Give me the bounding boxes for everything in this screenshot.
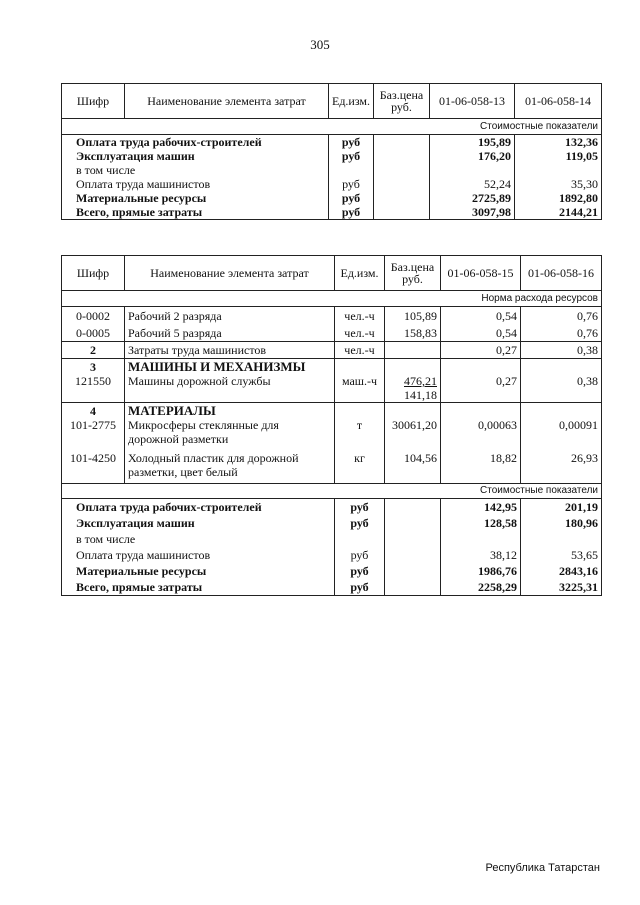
row-unit <box>335 531 385 547</box>
header-code: Шифр <box>62 84 125 119</box>
row-name: Холодный пластик для дорожной разметки, цвет белый <box>125 446 335 484</box>
row-name: в том числе <box>62 531 335 547</box>
table-row <box>62 563 602 579</box>
table-row <box>62 446 602 484</box>
header-code: Шифр <box>62 256 125 291</box>
section-label: Стоимостные показатели <box>62 119 602 135</box>
row-unit: руб <box>329 149 374 163</box>
row-value-2 <box>521 531 602 547</box>
section-code: 4 <box>62 403 125 419</box>
row-value-1: 38,12 <box>441 547 521 563</box>
table-row <box>62 324 602 342</box>
table-row <box>62 177 602 191</box>
table-header-row <box>62 84 602 119</box>
row-value-1 <box>441 531 521 547</box>
table-row <box>62 531 602 547</box>
row-unit: руб <box>329 205 374 220</box>
row-unit: руб <box>335 499 385 516</box>
row-value-1: 0,27 <box>441 342 521 359</box>
row-code: 2 <box>62 342 125 359</box>
row-value-2: 0,38 <box>521 342 602 359</box>
row-unit: кг <box>335 446 385 484</box>
row-value-1: 0,54 <box>441 324 521 342</box>
table-row <box>62 418 602 446</box>
table-row <box>62 135 602 150</box>
header-base-price: Баз.цена руб. <box>374 84 430 119</box>
header-name: Наименование элемента затрат <box>125 84 329 119</box>
row-name: Микросферы стеклянные для дорожной разметки <box>125 418 335 446</box>
row-value-1: 0,27 <box>441 374 521 403</box>
row-unit: маш.-ч <box>335 374 385 403</box>
table-header-row <box>62 256 602 291</box>
row-value-2: 119,05 <box>515 149 602 163</box>
row-unit: т <box>335 418 385 446</box>
row-value-1: 176,20 <box>430 149 515 163</box>
row-unit: руб <box>329 177 374 191</box>
header-col-1: 01-06-058-13 <box>430 84 515 119</box>
section-title: МАШИНЫ И МЕХАНИЗМЫ <box>125 359 335 375</box>
row-value-1: 0,54 <box>441 307 521 325</box>
header-unit: Ед.изм. <box>335 256 385 291</box>
row-value-1 <box>430 163 515 177</box>
row-unit: чел.-ч <box>335 324 385 342</box>
section-row <box>62 403 602 419</box>
row-name: Рабочий 5 разряда <box>125 324 335 342</box>
footer-region: Республика Татарстан <box>485 862 600 874</box>
row-value-1: 142,95 <box>441 499 521 516</box>
row-value-2: 0,00091 <box>521 418 602 446</box>
row-value-1: 0,00063 <box>441 418 521 446</box>
row-code: 0-0005 <box>62 324 125 342</box>
row-unit: руб <box>335 579 385 596</box>
row-value-2: 2843,16 <box>521 563 602 579</box>
row-name: Эксплуатация машин <box>62 149 329 163</box>
row-name: Рабочий 2 разряда <box>125 307 335 325</box>
table-row <box>62 515 602 531</box>
table-row <box>62 163 602 177</box>
row-price: 158,83 <box>385 324 441 342</box>
row-name: Всего, прямые затраты <box>62 579 335 596</box>
row-value-2: 2144,21 <box>515 205 602 220</box>
row-name: Оплата труда машинистов <box>62 177 329 191</box>
header-col-1: 01-06-058-15 <box>441 256 521 291</box>
row-name: Материальные ресурсы <box>62 191 329 205</box>
section-row <box>62 359 602 375</box>
table-row <box>62 547 602 563</box>
row-name: в том числе <box>62 163 329 177</box>
cost-label: Стоимостные показатели <box>62 484 602 499</box>
row-value-1: 3097,98 <box>430 205 515 220</box>
row-name: Всего, прямые затраты <box>62 205 329 220</box>
norm-label: Норма расхода ресурсов <box>62 291 602 307</box>
row-value-2: 201,19 <box>521 499 602 516</box>
table-row <box>62 205 602 220</box>
row-value-2: 0,76 <box>521 324 602 342</box>
row-value-2: 26,93 <box>521 446 602 484</box>
row-name: Материальные ресурсы <box>62 563 335 579</box>
row-value-2: 0,76 <box>521 307 602 325</box>
row-name: Машины дорожной службы <box>125 374 335 403</box>
section-title: МАТЕРИАЛЫ <box>125 403 335 419</box>
row-unit: руб <box>335 563 385 579</box>
row-name: Оплата труда рабочих-строителей <box>62 499 335 516</box>
row-unit: руб <box>335 547 385 563</box>
section-label-row <box>62 119 602 135</box>
row-price: 476,21 141,18 <box>385 374 441 403</box>
row-value-1: 1986,76 <box>441 563 521 579</box>
table-row <box>62 307 602 325</box>
row-code: 101-2775 <box>62 418 125 446</box>
row-code: 0-0002 <box>62 307 125 325</box>
row-name: Затраты труда машинистов <box>125 342 335 359</box>
row-value-2 <box>515 163 602 177</box>
row-value-1: 2258,29 <box>441 579 521 596</box>
row-value-2: 180,96 <box>521 515 602 531</box>
row-price: 104,56 <box>385 446 441 484</box>
row-unit <box>329 163 374 177</box>
row-value-2: 53,65 <box>521 547 602 563</box>
table-row <box>62 149 602 163</box>
row-value-1: 52,24 <box>430 177 515 191</box>
page-number: 305 <box>310 37 330 52</box>
row-value-2: 35,30 <box>515 177 602 191</box>
row-value-2: 1892,80 <box>515 191 602 205</box>
table-row <box>62 191 602 205</box>
row-name: Оплата труда машинистов <box>62 547 335 563</box>
row-name: Оплата труда рабочих-строителей <box>62 135 329 150</box>
row-price: 30061,20 <box>385 418 441 446</box>
table-row <box>62 499 602 516</box>
row-unit: руб <box>335 515 385 531</box>
section-code: 3 <box>62 359 125 375</box>
section-label-row <box>62 484 602 499</box>
row-price: 105,89 <box>385 307 441 325</box>
row-value-1: 2725,89 <box>430 191 515 205</box>
row-value-2: 0,38 <box>521 374 602 403</box>
row-value-2: 3225,31 <box>521 579 602 596</box>
header-col-2: 01-06-058-16 <box>521 256 602 291</box>
row-name: Эксплуатация машин <box>62 515 335 531</box>
table-row <box>62 342 602 359</box>
row-value-2: 132,36 <box>515 135 602 150</box>
table-row <box>62 374 602 403</box>
row-unit: руб <box>329 191 374 205</box>
row-unit: руб <box>329 135 374 150</box>
header-unit: Ед.изм. <box>329 84 374 119</box>
header-base-price: Баз.цена руб. <box>385 256 441 291</box>
section-label-row <box>62 291 602 307</box>
table-row <box>62 579 602 596</box>
row-unit: чел.-ч <box>335 307 385 325</box>
row-value-1: 128,58 <box>441 515 521 531</box>
row-value-1: 195,89 <box>430 135 515 150</box>
row-value-1: 18,82 <box>441 446 521 484</box>
row-code: 101-4250 <box>62 446 125 484</box>
row-unit: чел.-ч <box>335 342 385 359</box>
header-name: Наименование элемента затрат <box>125 256 335 291</box>
header-col-2: 01-06-058-14 <box>515 84 602 119</box>
cost-table-1 <box>61 83 602 220</box>
row-code: 121550 <box>62 374 125 403</box>
cost-table-2 <box>61 255 602 596</box>
